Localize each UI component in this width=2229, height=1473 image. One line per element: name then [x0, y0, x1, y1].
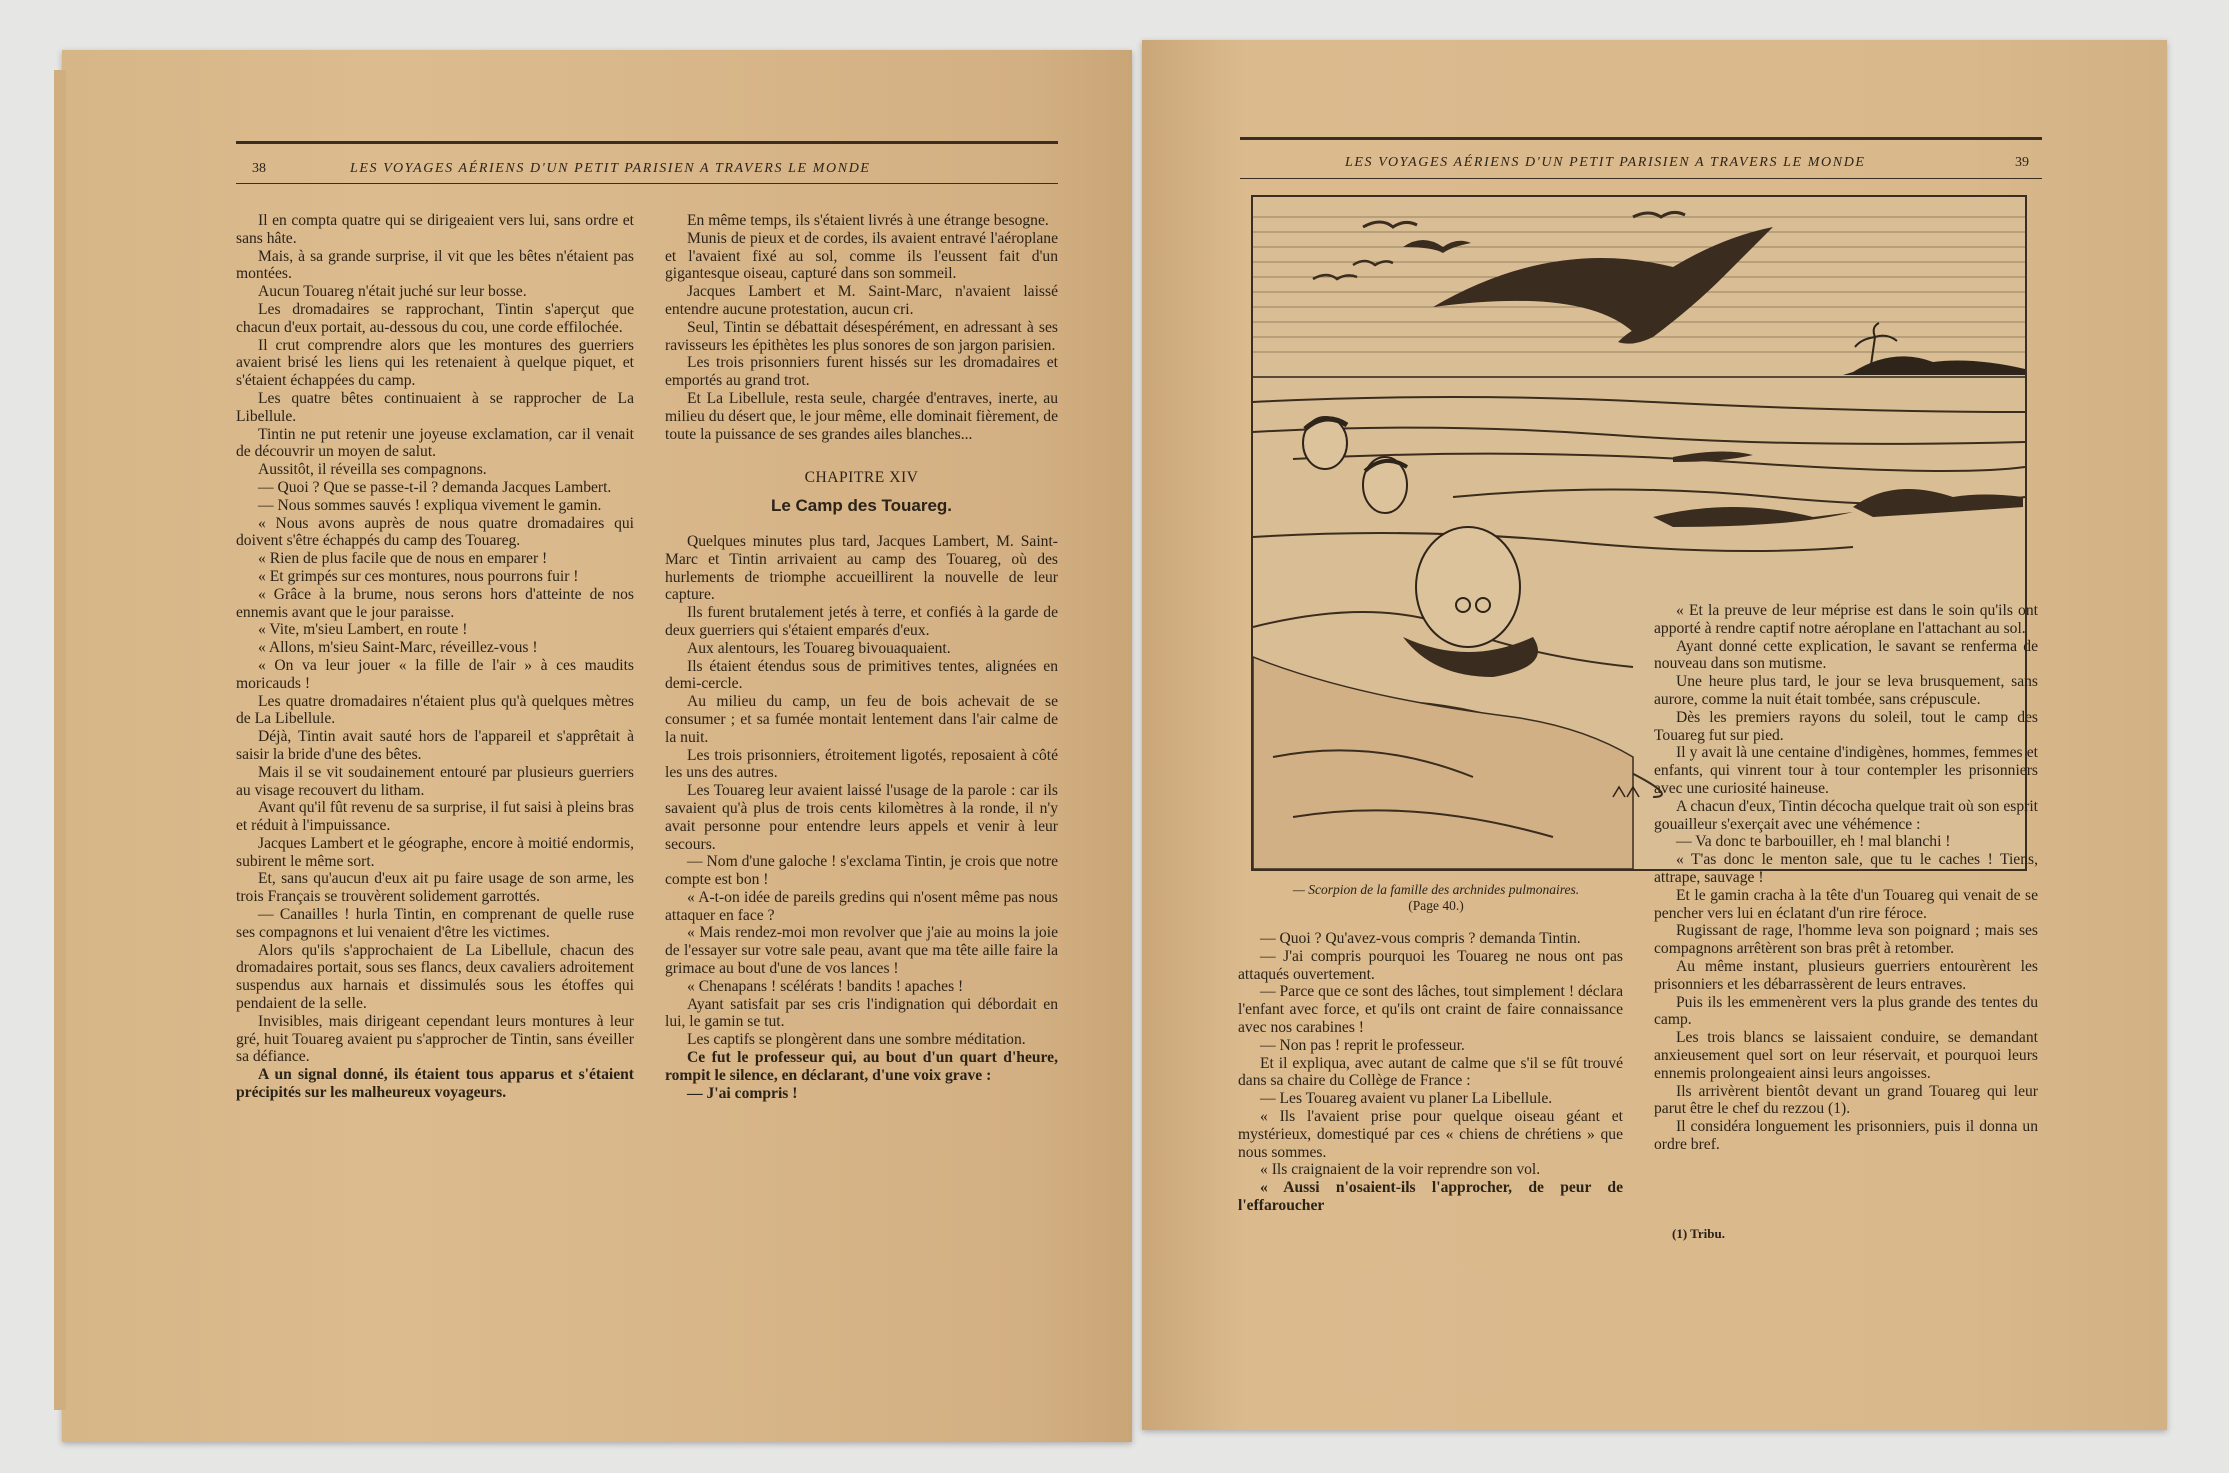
- paragraph: « Allons, m'sieu Saint-Marc, réveillez-vous !: [258, 639, 538, 657]
- paragraph: Il crut comprendre alors que les montures des guerriers avaient brisé les liens qui les retenaient à quelque piquet, et s'étaient échappées du camp.: [236, 336, 634, 390]
- paragraph: — Nom d'une galoche ! s'exclama Tintin, je crois que notre compte est bon !: [665, 853, 1058, 889]
- paragraph: Les quatre dromadaires n'étaient plus qu'à quelques mètres de La Libellule.: [236, 692, 634, 728]
- paragraph: — Non pas ! reprit le professeur.: [1260, 1036, 1465, 1054]
- right-column-1: [1238, 930, 1623, 1215]
- paragraph: Invisibles, mais dirigeant cependant leurs montures à leur gré, huit Touareg avaient pu s'approcher de Tintin, sans éveiller sa défiance.: [236, 1012, 634, 1066]
- paragraph: Il y avait là une centaine d'indigènes, hommes, femmes et enfants, qui vinrent tour à tour contempler les prisonniers avec une curiosité haineuse.: [1654, 744, 2038, 797]
- paragraph: — Les Touareg avaient vu planer La Libellule.: [1260, 1090, 1553, 1108]
- paragraph: A chacun d'eux, Tintin décocha quelque trait où son esprit gouailleur s'exerçait avec une véhémence :: [1654, 797, 2038, 833]
- header-rule-left: [236, 141, 1058, 144]
- paragraph: « Chenapans ! scélérats ! bandits ! apaches !: [687, 977, 964, 995]
- header-underline-left: [236, 183, 1058, 184]
- paragraph: Ils arrivèrent bientôt devant un grand Touareg qui leur parut être le chef du rezzou (1).: [1654, 1082, 2038, 1118]
- paragraph: — Quoi ? Qu'avez-vous compris ? demanda Tintin.: [1260, 930, 1581, 947]
- paragraph: « Ils craignaient de la voir reprendre son vol.: [1260, 1161, 1541, 1179]
- chapter-title: Le Camp des Touareg.: [770, 496, 953, 516]
- paragraph: « Et la preuve de leur méprise est dans le soin qu'ils ont apporté à rendre captif notre aéroplane en l'attachant au sol.: [1654, 602, 2038, 637]
- paragraph: Les quatre bêtes continuaient à se rapprocher de La Libellule.: [236, 389, 634, 425]
- paragraph: Et, sans qu'aucun d'eux ait pu faire usage de son arme, les trois Français se trouvèrent solidement garrottés.: [236, 870, 634, 906]
- paragraph: — Parce que ce sont des lâches, tout simplement ! déclara l'enfant avec force, et qu'ils ont craint de faire connaissance avec nos carabines !: [1238, 983, 1623, 1036]
- paragraph: « Vite, m'sieu Lambert, en route !: [258, 621, 468, 639]
- left-column-2-before-chapter: [665, 212, 1058, 443]
- paragraph: Ils furent brutalement jetés à terre, et confiés à la garde de deux guerriers qui s'étaient emparés d'eux.: [665, 604, 1058, 639]
- paragraph: — Nous sommes sauvés ! expliqua vivement le gamin.: [258, 496, 602, 514]
- paragraph: Les dromadaires se rapprochant, Tintin s'aperçut que chacun d'eux portait, au-dessous du cou, une corde effilochée.: [236, 300, 634, 336]
- paragraph: Une heure plus tard, le jour se leva brusquement, sans aurore, comme la nuit était tombée, sans crépuscule.: [1654, 673, 2038, 708]
- paragraph: « Et grimpés sur ces montures, nous pourrons fuir !: [258, 567, 579, 585]
- paragraph: Il considéra longuement les prisonniers, puis il donna un ordre bref.: [1654, 1118, 2038, 1153]
- paragraph: A un signal donné, ils étaient tous apparus et s'étaient précipités sur les malheureux voyageurs.: [236, 1066, 634, 1102]
- left-column-2-after-chapter: [665, 533, 1058, 1103]
- paragraph: Ayant donné cette explication, le savant se renferma de nouveau dans son mutisme.: [1654, 637, 2038, 673]
- paragraph: Au même instant, plusieurs guerriers entourèrent les prisonniers et les débarrassèrent de leurs entraves.: [1654, 957, 2038, 993]
- paragraph: Puis ils les emmenèrent vers la plus grande des tentes du camp.: [1654, 993, 2038, 1029]
- paragraph: « Rien de plus facile que de nous en emparer !: [258, 550, 548, 568]
- paragraph: — Canailles ! hurla Tintin, en comprenant de quelle ruse ses compagnons et lui venaient d'être les victimes.: [236, 906, 634, 941]
- paragraph: Seul, Tintin se débattait désespérément, en adressant à ses ravisseurs les épithètes les plus sonores de son jargon parisien.: [665, 318, 1058, 354]
- running-head-left: LES VOYAGES AÉRIENS D'UN PETIT PARISIEN A TRAVERS LE MONDE: [350, 161, 871, 176]
- paragraph: Les trois prisonniers furent hissés sur les dromadaires et emportés au grand trot.: [665, 354, 1058, 390]
- paragraph: Jacques Lambert et M. Saint-Marc, n'avaient laissé entendre aucune protestation, aucun cri.: [665, 283, 1058, 318]
- paragraph: « Mais rendez-moi mon revolver que j'aie au moins la joie de l'essayer sur votre sale peau, avant que ma tête aille faire la grimace au bout d'une de vos lances !: [665, 924, 1058, 978]
- paragraph: Alors qu'ils s'approchaient de La Libellule, chacun des dromadaires portait, sous ses flancs, deux cavaliers adroitement suspendus aux harnais et dissimulés sous les étoffes qui pendaient de la selle.: [236, 941, 634, 1013]
- paragraph: « Nous avons auprès de nous quatre dromadaires qui doivent s'être échappés du camp des Touareg.: [236, 514, 634, 550]
- paragraph: Les trois prisonniers, étroitement ligotés, reposaient à côté les uns des autres.: [665, 746, 1058, 782]
- paragraph: Aux alentours, les Touareg bivouaquaient.: [687, 639, 951, 657]
- paragraph: Aussitôt, il réveilla ses compagnons.: [258, 461, 487, 479]
- paragraph: « T'as donc le menton sale, que tu le caches ! Tiens, attrape, sauvage !: [1654, 851, 2038, 886]
- page-number-left: 38: [252, 161, 266, 176]
- paragraph: « A-t-on idée de pareils gredins qui n'osent même pas nous attaquer en face ?: [665, 888, 1058, 924]
- paragraph: Aucun Touareg n'était juché sur leur bosse.: [258, 283, 527, 301]
- right-column-2: [1654, 602, 2038, 1154]
- paragraph: « Grâce à la brume, nous serons hors d'atteinte de nos ennemis avant que le jour paraisse.: [236, 585, 634, 621]
- paragraph: Les trois blancs se laissaient conduire, se demandant anxieusement quel sort on leur réservait, et pourquoi leurs ennemis prolongeaient ainsi leurs angoisses.: [1654, 1029, 2038, 1082]
- paragraph: « On va leur jouer « la fille de l'air » à ces maudits moricauds !: [236, 656, 634, 692]
- paragraph: Dès les premiers rayons du soleil, tout le camp des Touareg fut sur pied.: [1654, 708, 2038, 744]
- caption-line-1: — Scorpion de la famille des archnides pulmonaires.: [1292, 882, 1580, 897]
- header-underline-right: [1240, 178, 2042, 179]
- paragraph: Il en compta quatre qui se dirigeaient vers lui, sans ordre et sans hâte.: [236, 212, 634, 247]
- paragraph: Avant qu'il fût revenu de sa surprise, il fut saisi à pleins bras et réduit à l'impuissance.: [236, 799, 634, 835]
- paragraph: Jacques Lambert et le géographe, encore à moitié endormis, subirent le même sort.: [236, 834, 634, 870]
- paragraph: « Aussi n'osaient-ils l'approcher, de peur de l'effaroucher: [1238, 1179, 1623, 1214]
- header-rule-right: [1240, 137, 2042, 140]
- paragraph: Mais, à sa grande surprise, il vit que les bêtes n'étaient pas montées.: [236, 247, 634, 283]
- paragraph: Déjà, Tintin avait sauté hors de l'appareil et s'apprêtait à saisir la bride d'une des bêtes.: [236, 728, 634, 763]
- running-head-right: LES VOYAGES AÉRIENS D'UN PETIT PARISIEN A TRAVERS LE MONDE: [1345, 155, 1866, 170]
- left-column-1: [236, 212, 634, 1102]
- paragraph: — J'ai compris pourquoi les Touareg ne nous ont pas attaqués ouvertement.: [1238, 947, 1623, 983]
- page-number-right: 39: [2015, 155, 2029, 170]
- paragraph: Ce fut le professeur qui, au bout d'un quart d'heure, rompit le silence, en déclarant, d'une voix grave :: [665, 1049, 1058, 1084]
- paragraph: « Ils l'avaient prise pour quelque oiseau géant et mystérieux, domestiqué par ces « chiens de chrétiens » que nous sommes.: [1238, 1107, 1623, 1161]
- paragraph: — Quoi ? Que se passe-t-il ? demanda Jacques Lambert.: [258, 478, 612, 496]
- paragraph: Et il expliqua, avec autant de calme que s'il se fût trouvé dans sa chaire du Collège de France :: [1238, 1054, 1623, 1090]
- paragraph: Mais il se vit soudainement entouré par plusieurs guerriers au visage recouvert du litham.: [236, 763, 634, 799]
- paragraph: Rugissant de rage, l'homme leva son poignard ; mais ses compagnons arrêtèrent son bras prêt à retomber.: [1654, 922, 2038, 958]
- paragraph: Les Touareg leur avaient laissé l'usage de la parole : car ils savaient qu'à plus de trois cents kilomètres à la ronde, il n'y avait personne pour entendre leurs appels et venir à leur secours.: [665, 782, 1058, 853]
- caption-line-2: (Page 40.): [1408, 898, 1464, 913]
- illustration-caption: [1251, 882, 1621, 914]
- paragraph: Ayant satisfait par ses cris l'indignation qui débordait en lui, le gamin se tut.: [665, 995, 1058, 1031]
- paragraph: Munis de pieux et de cordes, ils avaient entravé l'aéroplane et l'avaient fixé au sol, comme ils l'eussent fait d'un gigantesque oiseau, capturé dans son sommeil.: [665, 229, 1058, 283]
- left-column-2: [665, 212, 1058, 1102]
- paragraph: Les captifs se plongèrent dans une sombre méditation.: [687, 1031, 1026, 1049]
- paragraph: Et La Libellule, resta seule, chargée d'entraves, inerte, au milieu du désert que, le jour même, elle dominait fièrement, de toute la puissance de ses grandes ailes blanches...: [665, 389, 1058, 443]
- paragraph: Et le gamin cracha à la tête d'un Touareg qui venait de se pencher vers lui en éclatant d'un rire féroce.: [1654, 886, 2038, 922]
- paragraph: Tintin ne put retenir une joyeuse exclamation, car il venait de découvrir un moyen de salut.: [236, 425, 634, 461]
- paragraph: En même temps, ils s'étaient livrés à une étrange besogne.: [687, 212, 1049, 229]
- paragraph: — J'ai compris !: [687, 1084, 798, 1102]
- paragraph: Ils étaient étendus sous de primitives tentes, alignées en demi-cercle.: [665, 657, 1058, 693]
- paragraph: Quelques minutes plus tard, Jacques Lambert, M. Saint-Marc et Tintin arrivaient au camp des Touareg, où des hurlements de triomphe accueillirent la nouvelle de leur capture.: [665, 532, 1058, 604]
- paragraph: Au milieu du camp, un feu de bois achevait de se consumer ; et sa fumée montait lentement dans l'air calme de la nuit.: [665, 693, 1058, 746]
- chapter-number: CHAPITRE XIV: [804, 469, 919, 487]
- paragraph: — Va donc te barbouiller, eh ! mal blanchi !: [1676, 833, 1951, 851]
- footnote: (1) Tribu.: [1672, 1226, 1725, 1241]
